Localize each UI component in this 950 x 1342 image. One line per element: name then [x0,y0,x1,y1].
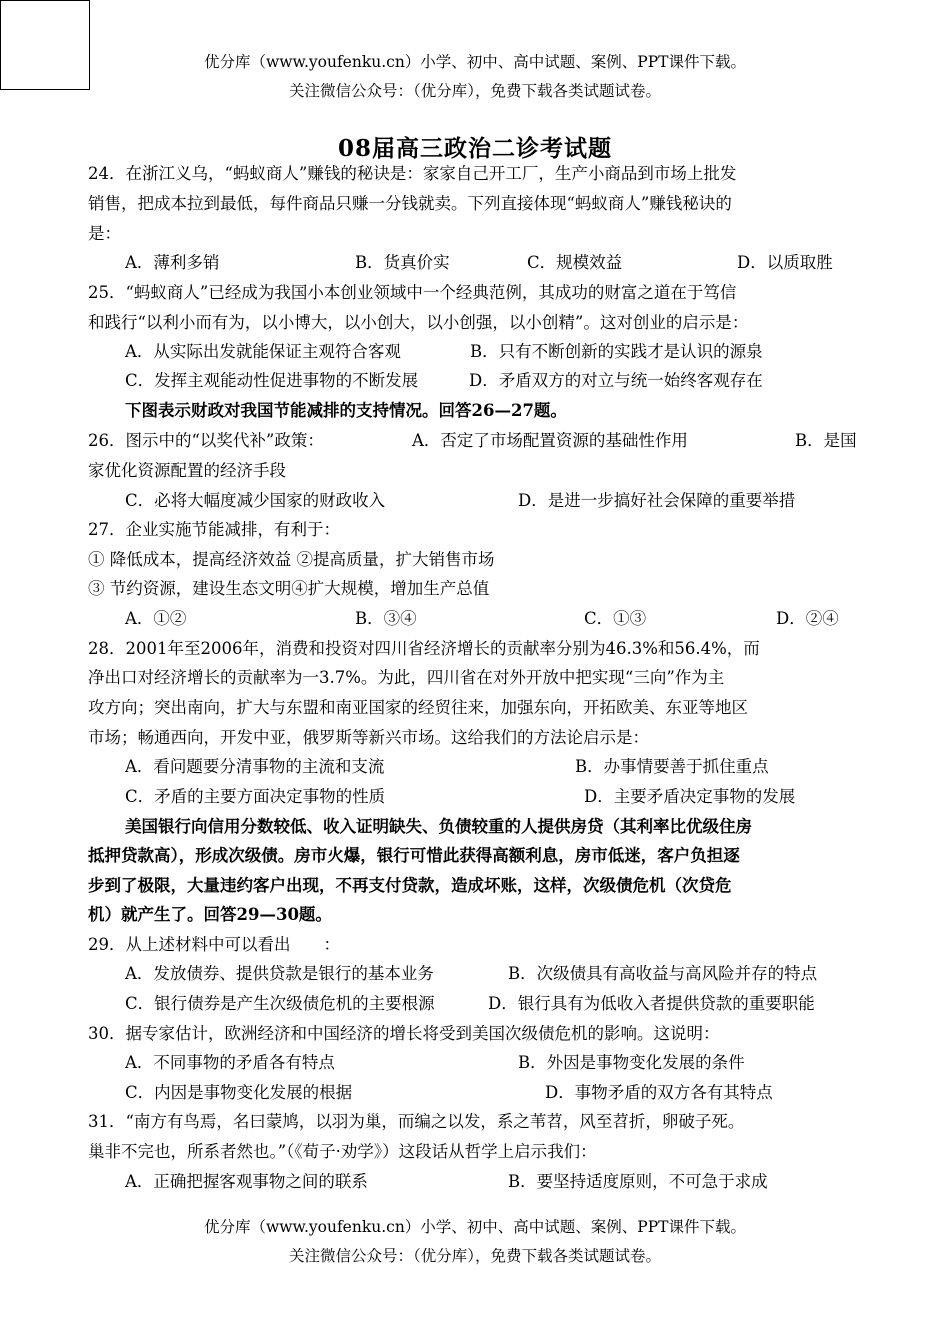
q26-stem: 26．图示中的“以奖代补”政策： [88,431,324,450]
q24-option-b: B．货真价实 [355,253,450,272]
q28-line-3: 攻方向；突出南向，扩大与东盟和南亚国家的经贸往来，加强东向，开拓欧美、东亚等地区 [88,698,748,717]
q24-line-3: 是： [88,224,121,243]
q30-option-c: C．内因是事物变化发展的根据 [125,1083,353,1102]
q24-option-c: C．规模效益 [527,253,623,272]
material-line-2: 抵押贷款高），形成次级债。房市火爆，银行可惜此获得高额利息，房市低迷，客户负担逐 [88,846,740,865]
q28-option-c: C．矛盾的主要方面决定事物的性质 [125,787,386,806]
q31-line-1: 31．“南方有鸟焉，名曰蒙鸠，以羽为巢，而编之以发，系之苇苕，风至苕折，卵破子死。 [88,1112,745,1131]
q28-option-d: D．主要矛盾决定事物的发展 [584,787,796,806]
q27-option-b: B．③④ [355,609,417,628]
intro-26-27: 下图表示财政对我国节能减排的支持情况。回答26—27题。 [125,401,567,420]
q31-option-a: A．正确把握客观事物之间的联系 [125,1172,368,1191]
q27-option-d: D．②④ [776,609,839,628]
q30-option-d: D．事物矛盾的双方各有其特点 [545,1083,773,1102]
corner-box [0,0,90,90]
q29-line-1: 29．从上述材料中可以看出 ： [88,935,340,954]
q28-line-2: 净出口对经济增长的贡献率为一3.7%。为此，四川省在对外开放中把实现“三向”作为主 [88,668,725,687]
q26-option-b-cont: 家优化资源配置的经济手段 [88,461,286,480]
q24-option-a: A．薄利多销 [125,253,220,272]
q28-line-4: 市场；畅通西向，开发中亚，俄罗斯等新兴市场。这给我们的方法论启示是： [88,728,649,747]
q26-option-b-start: B．是国 [795,431,857,450]
q24-line-2: 销售，把成本拉到最低，每件商品只赚一分钱就卖。下列直接体现“蚂蚁商人”赚钱秘诀的 [88,194,732,213]
page-title: 08届高三政治二诊考试题 [337,135,612,162]
q25-option-d: D．矛盾双方的对立与统一始终客观存在 [469,371,763,390]
q29-option-b: B．次级债具有高收益与高风险并存的特点 [508,964,818,983]
q31-line-2: 巢非不完也，所系者然也。”（《荀子·劝学》）这段话从哲学上启示我们： [88,1142,597,1161]
q25-line-1: 25．“蚂蚁商人”已经成为我国小本创业领域中一个经典范例，其成功的财富之道在于笃信 [88,283,737,302]
q29-option-c: C．银行债券是产生次级债危机的主要根源 [125,994,435,1013]
footer-line-1: 优分库（www.youfenku.cn）小学、初中、高中试题、案例、PPT课件下载。 [203,1218,747,1236]
q28-option-a: A．看问题要分清事物的主流和支流 [125,757,385,776]
q28-option-b: B．办事情要善于抓住重点 [575,757,769,776]
q30-option-b: B．外因是事物变化发展的条件 [518,1053,745,1072]
q26-option-a: A．否定了市场配置资源的基础性作用 [412,431,688,450]
q26-option-c: C．必将大幅度减少国家的财政收入 [125,491,386,510]
q24-option-d: D．以质取胜 [737,253,833,272]
q30-option-a: A．不同事物的矛盾各有特点 [125,1053,335,1072]
header-line-2: 关注微信公众号：（优分库），免费下载各类试题试卷。 [288,82,661,100]
q27-line-3: ③ 节约资源，建设生态文明④扩大规模，增加生产总值 [88,579,490,598]
q25-option-b: B．只有不断创新的实践才是认识的源泉 [470,342,763,361]
material-line-1: 美国银行向信用分数较低、收入证明缺失、负债较重的人提供房贷（其利率比优级住房 [125,817,752,836]
q27-option-a: A．①② [125,609,187,628]
q27-option-c: C．①③ [584,609,647,628]
q31-option-b: B．要坚持适度原则，不可急于求成 [508,1172,768,1191]
q28-line-1: 28．2001年至2006年，消费和投资对四川省经济增长的贡献率分别为46.3%和56.4%，而 [88,639,760,658]
q26-option-d: D．是进一步搞好社会保障的重要举措 [518,491,796,510]
q25-option-a: A．从实际出发就能保证主观符合客观 [125,342,401,361]
material-line-3: 步到了极限，大量违约客户出现，不再支付贷款，造成坏账，这样，次级债危机（次贷危 [88,876,732,895]
footer-line-2: 关注微信公众号：（优分库），免费下载各类试题试卷。 [288,1247,661,1265]
q27-line-2: ① 降低成本，提高经济效益 ②提高质量，扩大销售市场 [88,550,495,569]
q24-line-1: 24．在浙江义乌，“蚂蚁商人”赚钱的秘诀是：家家自己开工厂，生产小商品到市场上批发 [88,164,737,183]
q29-option-a: A．发放债券、提供贷款是银行的基本业务 [125,964,434,983]
q27-line-1: 27．企业实施节能减排，有利于： [88,520,340,539]
material-line-4: 机）就产生了。回答29—30题。 [88,905,332,924]
q25-option-c: C．发挥主观能动性促进事物的不断发展 [125,371,419,390]
q25-line-2: 和践行“以利小而有为，以小博大，以小创大，以小创强，以小创精”。这对创业的启示是： [88,313,749,332]
q30-line-1: 30．据专家估计，欧洲经济和中国经济的增长将受到美国次级债危机的影响。这说明： [88,1024,720,1043]
q29-option-d: D．银行具有为低收入者提供贷款的重要职能 [488,994,815,1013]
header-line-1: 优分库（www.youfenku.cn）小学、初中、高中试题、案例、PPT课件下载。 [203,53,747,71]
